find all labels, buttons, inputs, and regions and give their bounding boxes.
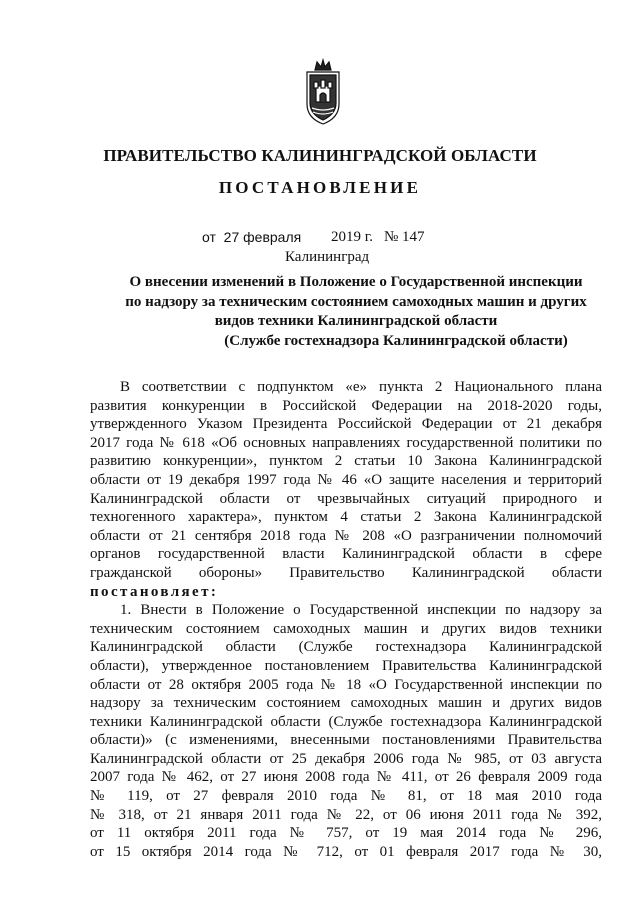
decree-body xyxy=(90,378,602,861)
resolves-word: постановляет: xyxy=(90,583,219,600)
body-line: техники Калининградской области (Службе гостехнадзора Калининградской xyxy=(90,713,602,730)
body-line: Калининградской области от чрезвычайных ситуаций природного и xyxy=(90,490,602,507)
body-line: области от 19 декабря 1997 года № 46 «О защите населения и территорий xyxy=(90,471,602,488)
body-line: 1. Внести в Положение о Государственной инспекции по надзору за xyxy=(120,602,602,619)
coat-of-arms-emblem xyxy=(301,56,345,126)
body-line: 2007 года № 462, от 27 июня 2008 года № 411, от 26 февраля 2009 года xyxy=(90,769,602,786)
decree-date xyxy=(202,229,301,245)
decree-number: № 147 xyxy=(384,229,425,245)
body-line: Калининградской области от 25 декабря 2006 года № 985, от 03 августа xyxy=(90,750,602,767)
body-line: от 15 октября 2014 года № 712, от 01 февраля 2017 года № 30, xyxy=(90,843,602,860)
body-line: от 11 октября 2011 года № 757, от 19 мая 2014 года № 296, xyxy=(90,825,602,842)
body-line: развития конкуренции в Российской Федерации на 2018-2020 годы, xyxy=(90,397,602,414)
body-line: области от 21 сентября 2018 года № 208 «О разграничении полномочий xyxy=(90,527,602,544)
government-title: ПРАВИТЕЛЬСТВО КАЛИНИНГРАДСКОЙ ОБЛАСТИ xyxy=(103,146,537,165)
subject-line: по надзору за техническим состоянием самоходных машин и других xyxy=(125,293,587,310)
subject-line: О внесении изменений в Положение о Государственной инспекции xyxy=(129,274,583,290)
body-line: развитию конкуренции», пунктом 2 статьи 10 Закона Калининградской xyxy=(90,453,602,470)
body-line: техническим состоянием самоходных машин и других видов техники xyxy=(90,620,602,637)
document-type-title: ПОСТАНОВЛЕНИЕ xyxy=(218,178,422,197)
subject-line: (Службе гостехнадзора Калининградской области) xyxy=(224,332,568,349)
body-line: 2017 года № 618 «Об основных направлениях государственной политики по xyxy=(90,434,602,451)
subject-line: видов техники Калининградской области xyxy=(214,313,498,329)
date-prefix: от xyxy=(202,229,216,245)
body-line: области)» (с изменениями, внесенными постановлениями Правительства xyxy=(90,732,602,749)
date-value: 27 февраля xyxy=(223,229,302,245)
decree-city: Калининград xyxy=(285,249,370,265)
body-line: Калининградской области (Службе гостехнадзора Калининградской xyxy=(90,639,602,656)
body-line: № 318, от 21 января 2011 года № 22, от 06 июня 2011 года № 392, xyxy=(90,806,602,823)
body-line: техногенного характера», пунктом 4 статьи 2 Закона Калининградской xyxy=(90,509,602,526)
decree-subject xyxy=(96,273,616,351)
body-line: органов государственной власти Калининградской области в сфере xyxy=(90,546,602,563)
body-line: гражданской обороны» Правительство Калининградской области xyxy=(90,564,602,581)
body-line: области от 28 октября 2005 года № 18 «О Государственной инспекции по xyxy=(90,676,602,693)
body-line: надзору за техническим состоянием самоходных машин и других видов xyxy=(90,695,602,712)
body-line: В соответствии с подпунктом «е» пункта 2 Национального плана xyxy=(120,379,602,395)
decree-year: 2019 г. xyxy=(331,229,373,245)
body-line: области), утвержденное постановлением Правительства Калининградской xyxy=(90,657,602,674)
body-line: № 119, от 27 февраля 2010 года № 81, от 18 мая 2010 года xyxy=(90,788,602,805)
body-line: утвержденного Указом Президента Российской Федерации от 21 декабря xyxy=(90,416,602,433)
